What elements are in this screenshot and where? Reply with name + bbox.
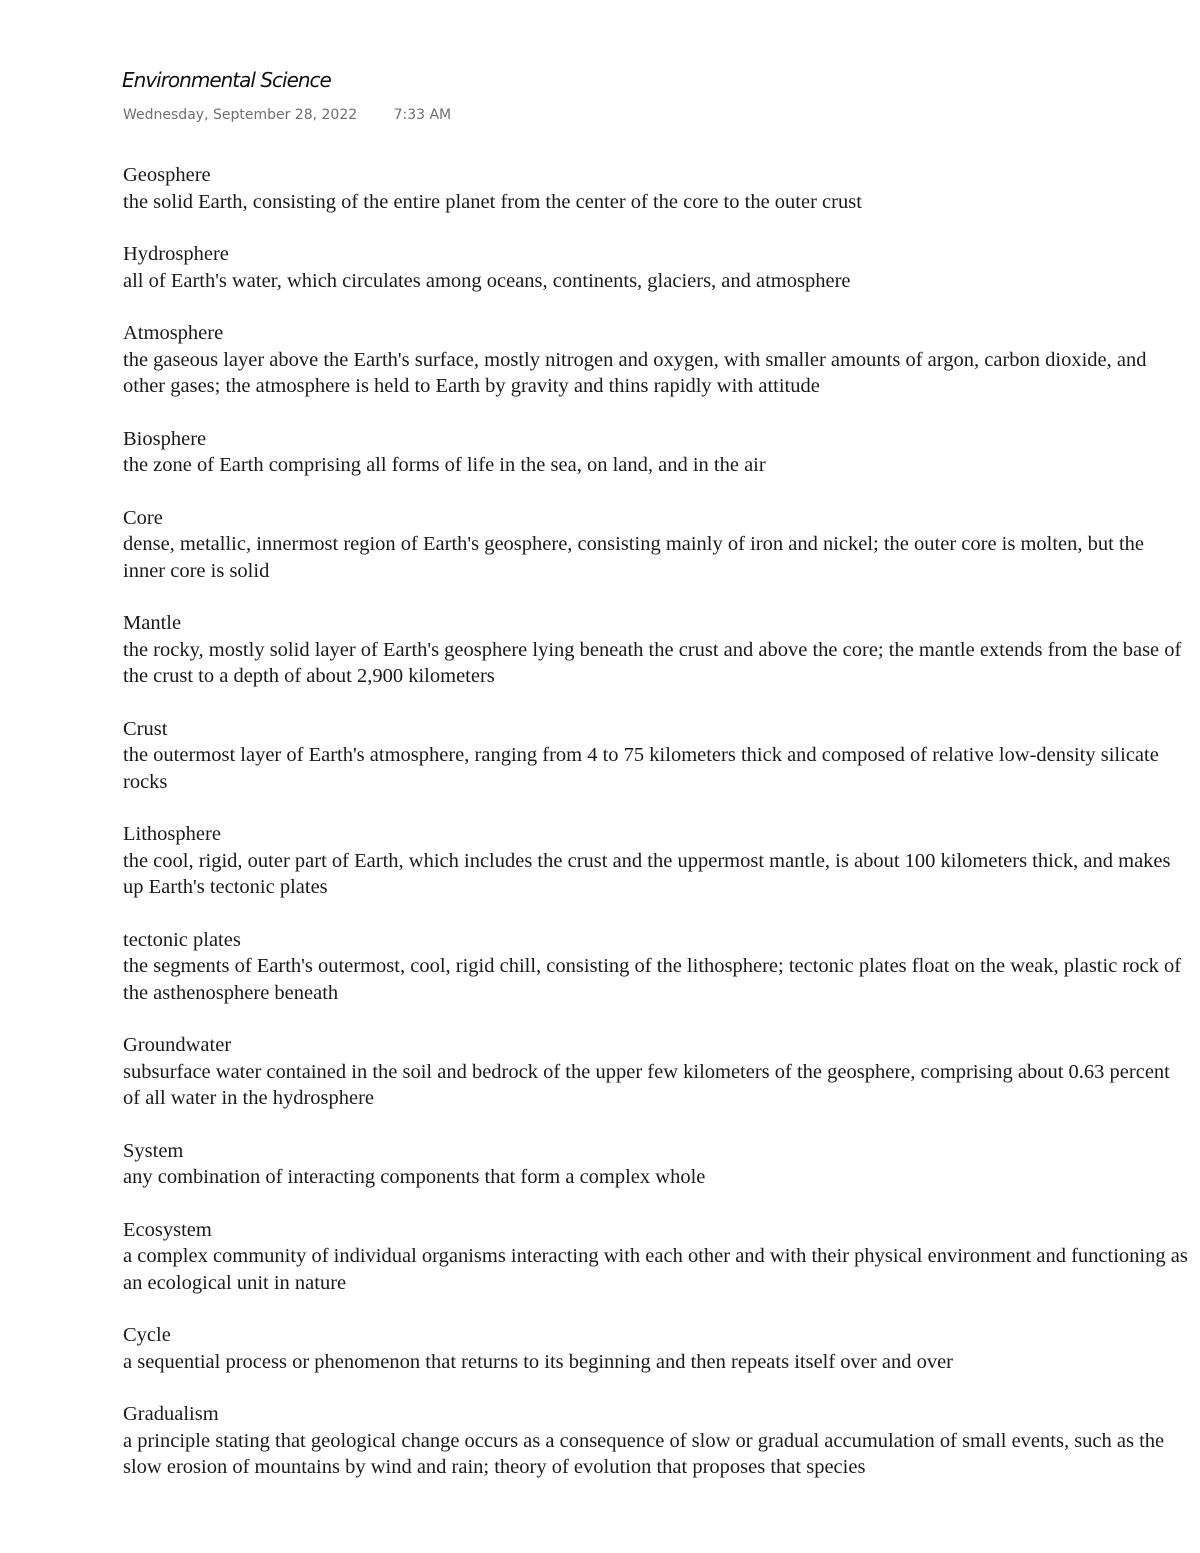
- entry-term: Core: [123, 506, 163, 529]
- glossary-entry: [123, 162, 1191, 215]
- note-meta: [123, 107, 451, 123]
- glossary-entry: [123, 1322, 1191, 1375]
- entry-term: Ecosystem: [123, 1218, 212, 1241]
- entry-definition: a principle stating that geological change occurs as a consequence of slow or gradual accumulation of small events, such as the slow erosion of mountains by wind and rain; theory of evolution that proposes that species: [123, 1429, 1165, 1478]
- entry-definition: a complex community of individual organisms interacting with each other and with their physical environment and functioning as an ecological unit in nature: [123, 1245, 1188, 1294]
- entry-term: Biosphere: [123, 427, 207, 450]
- entry-definition: all of Earth's water, which circulates among oceans, continents, glaciers, and atmosphere: [123, 269, 851, 292]
- entry-term: Atmosphere: [123, 322, 224, 344]
- note-time: 7:33 AM: [393, 107, 452, 123]
- entry-definition: the zone of Earth comprising all forms of life in the sea, on land, and in the air: [123, 454, 766, 476]
- entry-term: Lithosphere: [123, 823, 221, 845]
- glossary-entry: [123, 1032, 1191, 1112]
- entry-term: Mantle: [123, 612, 182, 634]
- entry-definition: the rocky, mostly solid layer of Earth's geosphere lying beneath the crust and above the core; the mantle extends from the base of the crust to a depth of about 2,900 kilometers: [123, 638, 1182, 687]
- entry-term: Gradualism: [123, 1403, 219, 1425]
- entry-definition: a sequential process or phenomenon that returns to its beginning and then repeats itself over and over: [123, 1350, 954, 1373]
- note-title[interactable]: Environmental Science: [122, 68, 331, 92]
- glossary-entry: [123, 1217, 1191, 1297]
- glossary-entry: [123, 821, 1191, 901]
- entry-definition: dense, metallic, innermost region of Earth's geosphere, consisting mainly of iron and nickel; the outer core is molten, but the inner core is solid: [123, 533, 1145, 582]
- glossary-entry: [123, 716, 1191, 796]
- glossary-entry: [123, 1138, 1191, 1191]
- entry-definition: the cool, rigid, outer part of Earth, which includes the crust and the uppermost mantle, is about 100 kilometers thick, and makes up Earth's tectonic plates: [123, 849, 1171, 898]
- glossary-entry: [123, 426, 1191, 479]
- entry-term: Crust: [123, 717, 168, 740]
- glossary-entry: [123, 610, 1191, 690]
- note-date: Wednesday, September 28, 2022: [123, 107, 358, 123]
- glossary-entry: [123, 241, 1191, 294]
- entry-definition: the segments of Earth's outermost, cool, rigid chill, consisting of the lithosphere; tectonic plates float on the weak, plastic rock of the asthenosphere beneath: [123, 955, 1182, 1004]
- entry-term: tectonic plates: [123, 928, 241, 951]
- entry-definition: the solid Earth, consisting of the entire planet from the center of the core to the outer crust: [123, 190, 862, 213]
- entry-term: Hydrosphere: [123, 243, 229, 265]
- entry-definition: subsurface water contained in the soil and bedrock of the upper few kilometers of the geosphere, comprising about 0.63 percent of all water in the hydrosphere: [123, 1060, 1170, 1109]
- entry-definition: the outermost layer of Earth's atmosphere, ranging from 4 to 75 kilometers thick and composed of relative low-density silicate rocks: [123, 744, 1159, 793]
- entry-term: Groundwater: [123, 1034, 232, 1056]
- glossary-entry: [123, 320, 1191, 400]
- entry-definition: the gaseous layer above the Earth's surface, mostly nitrogen and oxygen, with smaller amounts of argon, carbon dioxide, and other gases; the atmosphere is held to Earth by gravity and thins rapidly with attitude: [123, 348, 1147, 397]
- entry-term: System: [123, 1139, 184, 1162]
- glossary-entry: [123, 1401, 1191, 1481]
- entry-term: Geosphere: [123, 164, 211, 186]
- glossary-entry: [123, 927, 1191, 1007]
- entry-term: Cycle: [123, 1324, 171, 1346]
- note-body[interactable]: [123, 162, 1191, 1507]
- entry-definition: any combination of interacting components that form a complex whole: [123, 1166, 706, 1188]
- glossary-entry: [123, 505, 1191, 585]
